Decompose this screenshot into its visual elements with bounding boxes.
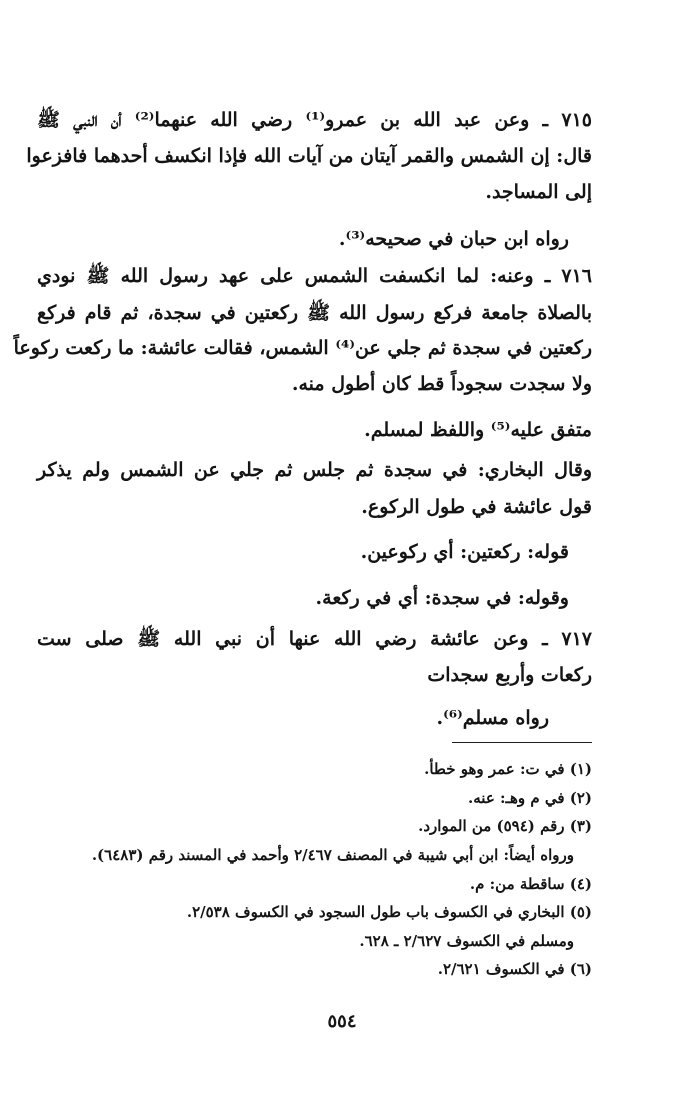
text-line-explanation-1: قوله: ركعتين: أي ركوعين.: [360, 541, 569, 563]
text-line-hadith-716-a: ٧١٦ ـ وعنه: لما انكسفت الشمس على عهد رسول الله ﷺ نودي: [37, 265, 592, 287]
text-line-hadith-715-source: رواه ابن حبان في صحيحه⁽³⁾.: [338, 228, 569, 250]
text-line-bukhari-a: وقال البخاري: في سجدة ثم جلس ثم جلي عن الشمس ولم يذكر: [37, 459, 592, 481]
text-line-hadith-716-c: ركعتين في سجدة ثم جلي عن⁽⁴⁾ الشمس، فقالت عائشة: ما ركعت ركوعاً: [13, 337, 592, 359]
footnote-3-continued: ورواه أيضاً: ابن أبي شيبة في المصنف ٢/٤٦٧ وأحمد في المسند رقم (٦٤٨٣).: [91, 846, 574, 864]
footnote-6: (٦) في الكسوف ٢/٦٢١.: [437, 960, 592, 978]
footnote-2: (٢) في م وهـ: عنه.: [468, 789, 592, 807]
text-line-bukhari-b: قول عائشة في طول الركوع.: [361, 496, 592, 518]
text-line-hadith-717-b: ركعات وأربع سجدات: [427, 664, 592, 686]
text-line-hadith-715-b: قال: إن الشمس والقمر آيتان من آيات الله فإذا انكسف أحدهما فافزعوا: [26, 145, 592, 167]
footnote-4: (٤) ساقطة من: م.: [469, 875, 592, 893]
page-number: ٥٥٤: [327, 1011, 357, 1032]
text-line-hadith-716-b: بالصلاة جامعة فركع رسول الله ﷺ ركعتين في سجدة، ثم قام فركع: [37, 302, 592, 324]
footnote-divider: [452, 742, 592, 743]
footnote-5-continued: ومسلم في الكسوف ٢/٦٢٧ ـ ٦٢٨.: [359, 932, 574, 950]
text-line-hadith-717-source: رواه مسلم⁽⁶⁾.: [436, 707, 549, 729]
footnote-3: (٣) رقم (٥٩٤) من الموارد.: [418, 817, 592, 835]
text-line-hadith-715-a: ٧١٥ ـ وعن عبد الله بن عمرو⁽¹⁾ رضي الله عنهما⁽²⁾ أن النبي ﷺ: [37, 109, 592, 131]
text-line-hadith-716-d: ولا سجدت سجوداً قط كان أطول منه.: [291, 373, 592, 395]
footnote-5: (٥) البخاري في الكسوف باب طول السجود في الكسوف ٢/٥٣٨.: [186, 903, 592, 921]
text-line-hadith-716-source: متفق عليه⁽⁵⁾ واللفظ لمسلم.: [364, 419, 592, 441]
footnote-1: (١) في ت: عمر وهو خطأ.: [424, 760, 592, 778]
text-line-hadith-717-a: ٧١٧ ـ وعن عائشة رضي الله عنها أن نبي الله ﷺ صلى ست: [37, 628, 592, 650]
text-line-hadith-715-c: إلى المساجد.: [485, 181, 592, 203]
text-line-explanation-2: وقوله: في سجدة: أي في ركعة.: [315, 587, 569, 609]
